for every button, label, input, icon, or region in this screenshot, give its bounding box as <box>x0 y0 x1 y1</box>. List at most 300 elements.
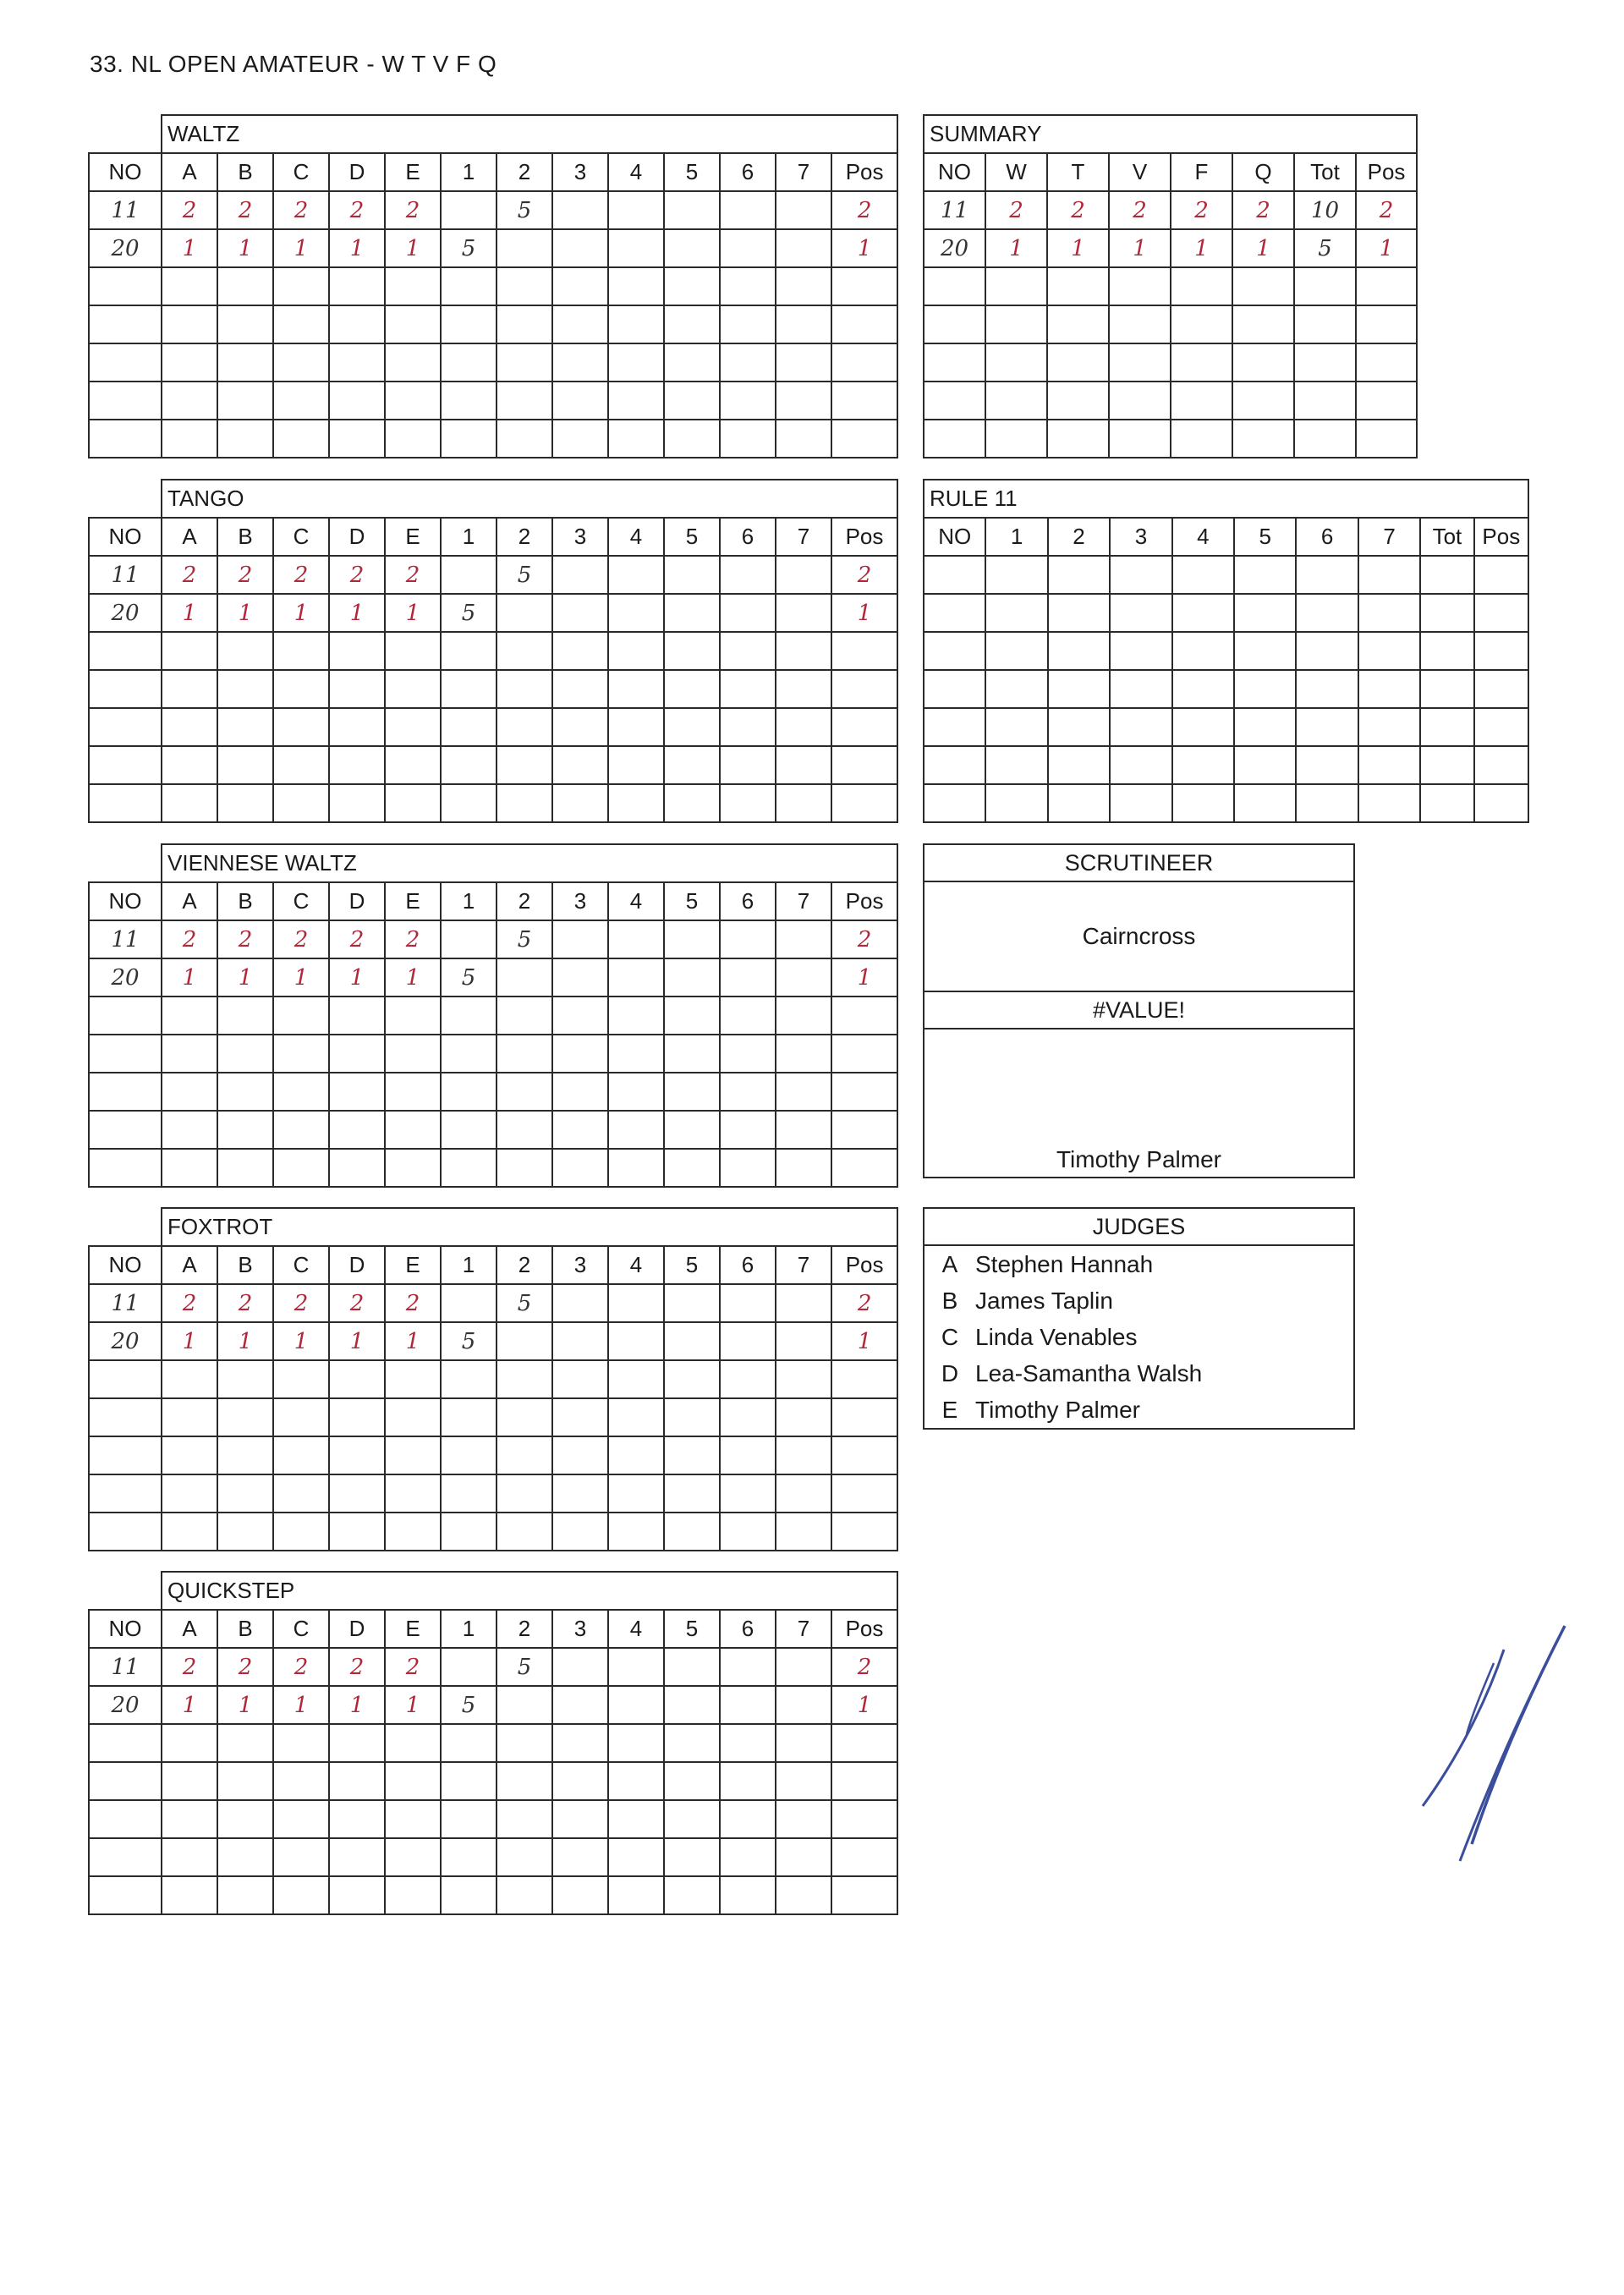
empty-cell <box>1110 746 1171 784</box>
column-header: 6 <box>720 1246 776 1284</box>
empty-cell <box>1109 305 1171 343</box>
empty-cell <box>441 1876 497 1914</box>
empty-cell <box>776 784 831 822</box>
mark-cell: 1 <box>385 958 441 997</box>
empty-cell <box>1047 305 1109 343</box>
summary-cell: 2 <box>985 191 1047 229</box>
mark-cell: 11 <box>89 1284 162 1322</box>
table-row <box>89 343 897 382</box>
empty-cell <box>217 1398 273 1436</box>
summary-cell: 10 <box>1294 191 1356 229</box>
empty-cell <box>385 305 441 343</box>
empty-cell <box>497 1035 552 1073</box>
empty-cell <box>608 784 664 822</box>
column-header: 7 <box>1358 518 1420 556</box>
column-header: 1 <box>985 518 1047 556</box>
empty-cell <box>1172 670 1234 708</box>
empty-cell <box>1172 632 1234 670</box>
summary-cell: 2 <box>1171 191 1232 229</box>
table-row <box>89 632 897 670</box>
empty-cell <box>776 1035 831 1073</box>
empty-cell <box>497 267 552 305</box>
empty-cell <box>162 1800 217 1838</box>
table-row <box>924 594 1528 632</box>
empty-cell <box>441 1800 497 1838</box>
mark-cell: 1 <box>831 1322 897 1360</box>
empty-cell <box>329 1876 385 1914</box>
empty-cell <box>1048 632 1110 670</box>
empty-cell <box>273 1800 329 1838</box>
mark-cell: 1 <box>217 1322 273 1360</box>
column-header: 4 <box>608 882 664 920</box>
empty-cell <box>497 1876 552 1914</box>
dance-table <box>88 114 898 458</box>
table-row <box>924 382 1417 420</box>
empty-cell <box>664 632 720 670</box>
empty-cell <box>720 1762 776 1800</box>
empty-cell <box>831 997 897 1035</box>
mark-cell: 2 <box>217 191 273 229</box>
empty-cell <box>162 343 217 382</box>
empty-cell <box>552 1035 608 1073</box>
corner-cell <box>89 1572 162 1610</box>
column-header: B <box>217 153 273 191</box>
empty-cell <box>329 1111 385 1149</box>
empty-cell <box>162 1724 217 1762</box>
empty-cell <box>441 1436 497 1474</box>
empty-cell <box>985 594 1047 632</box>
empty-cell <box>831 632 897 670</box>
column-header: 2 <box>497 153 552 191</box>
mark-cell: 20 <box>89 594 162 632</box>
empty-cell <box>1232 343 1294 382</box>
empty-cell <box>162 1149 217 1187</box>
empty-cell <box>985 343 1047 382</box>
table-row <box>89 1762 897 1800</box>
empty-cell <box>1048 670 1110 708</box>
column-header: C <box>273 153 329 191</box>
empty-cell <box>497 670 552 708</box>
empty-cell <box>1232 382 1294 420</box>
mark-cell: 11 <box>89 920 162 958</box>
column-header: 2 <box>1048 518 1110 556</box>
empty-cell <box>1172 594 1234 632</box>
mark-cell <box>608 229 664 267</box>
empty-cell <box>273 343 329 382</box>
column-header: 4 <box>608 518 664 556</box>
empty-cell <box>1358 632 1420 670</box>
mark-cell: 2 <box>162 556 217 594</box>
mark-cell: 11 <box>89 1648 162 1686</box>
column-header: 4 <box>1172 518 1234 556</box>
column-header: 3 <box>552 1246 608 1284</box>
empty-cell <box>273 1149 329 1187</box>
empty-cell <box>776 746 831 784</box>
empty-cell <box>1420 556 1473 594</box>
mark-cell: 2 <box>831 920 897 958</box>
empty-cell <box>385 670 441 708</box>
empty-cell <box>776 632 831 670</box>
empty-cell <box>776 997 831 1035</box>
empty-cell <box>720 420 776 458</box>
mark-cell: 1 <box>217 229 273 267</box>
empty-cell <box>608 632 664 670</box>
column-header: 2 <box>497 518 552 556</box>
mark-cell <box>441 1648 497 1686</box>
empty-cell <box>89 420 162 458</box>
mark-cell <box>608 594 664 632</box>
table-row <box>924 343 1417 382</box>
summary-cell: 2 <box>1109 191 1171 229</box>
mark-cell <box>608 958 664 997</box>
column-header: B <box>217 1610 273 1648</box>
empty-cell <box>776 420 831 458</box>
empty-cell <box>89 1474 162 1513</box>
empty-cell <box>1358 594 1420 632</box>
table-row <box>89 1724 897 1762</box>
table-row <box>89 708 897 746</box>
column-header: Pos <box>1356 153 1417 191</box>
mark-cell <box>664 191 720 229</box>
empty-cell <box>385 708 441 746</box>
column-header: 3 <box>1110 518 1171 556</box>
empty-cell <box>1358 784 1420 822</box>
empty-cell <box>776 1762 831 1800</box>
empty-cell <box>497 343 552 382</box>
empty-cell <box>831 1360 897 1398</box>
empty-cell <box>985 784 1047 822</box>
empty-cell <box>329 1474 385 1513</box>
mark-cell: 2 <box>273 556 329 594</box>
empty-cell <box>608 670 664 708</box>
empty-cell <box>608 267 664 305</box>
empty-cell <box>273 1436 329 1474</box>
mark-cell: 1 <box>329 1686 385 1724</box>
empty-cell <box>217 1838 273 1876</box>
empty-cell <box>776 343 831 382</box>
column-header: F <box>1171 153 1232 191</box>
empty-cell <box>720 997 776 1035</box>
empty-cell <box>831 1073 897 1111</box>
empty-cell <box>1294 382 1356 420</box>
empty-cell <box>273 305 329 343</box>
empty-cell <box>924 746 985 784</box>
empty-cell <box>329 1073 385 1111</box>
empty-cell <box>1171 267 1232 305</box>
empty-cell <box>273 997 329 1035</box>
mark-cell: 20 <box>89 958 162 997</box>
mark-cell: 2 <box>162 920 217 958</box>
column-header: 4 <box>608 1246 664 1284</box>
empty-cell <box>1110 670 1171 708</box>
empty-cell <box>385 1035 441 1073</box>
empty-cell <box>1474 594 1528 632</box>
summary-cell: 1 <box>1047 229 1109 267</box>
mark-cell <box>608 1322 664 1360</box>
empty-cell <box>217 632 273 670</box>
judge-letter: B <box>941 1287 958 1314</box>
column-header: D <box>329 1610 385 1648</box>
empty-cell <box>1420 746 1473 784</box>
empty-cell <box>1048 594 1110 632</box>
empty-cell <box>720 343 776 382</box>
empty-cell <box>1048 708 1110 746</box>
empty-cell <box>1474 746 1528 784</box>
empty-cell <box>329 382 385 420</box>
mark-cell: 5 <box>497 1648 552 1686</box>
empty-cell <box>1110 708 1171 746</box>
mark-cell: 1 <box>385 1322 441 1360</box>
empty-cell <box>497 632 552 670</box>
empty-cell <box>608 1474 664 1513</box>
mark-cell <box>776 1284 831 1322</box>
empty-cell <box>1048 556 1110 594</box>
empty-cell <box>1358 556 1420 594</box>
empty-cell <box>1232 267 1294 305</box>
empty-cell <box>720 1800 776 1838</box>
empty-cell <box>385 1876 441 1914</box>
empty-cell <box>329 1436 385 1474</box>
mark-cell <box>552 1322 608 1360</box>
mark-cell <box>720 1648 776 1686</box>
empty-cell <box>552 343 608 382</box>
empty-cell <box>385 1838 441 1876</box>
empty-cell <box>552 746 608 784</box>
empty-cell <box>385 1398 441 1436</box>
empty-cell <box>664 746 720 784</box>
empty-cell <box>1296 556 1358 594</box>
empty-cell <box>924 708 985 746</box>
empty-cell <box>1296 632 1358 670</box>
dance-table <box>88 1571 898 1915</box>
empty-cell <box>552 420 608 458</box>
empty-cell <box>441 382 497 420</box>
summary-cell: 5 <box>1294 229 1356 267</box>
empty-cell <box>1356 343 1417 382</box>
mark-cell: 1 <box>831 594 897 632</box>
empty-cell <box>273 1398 329 1436</box>
mark-cell <box>720 958 776 997</box>
empty-cell <box>608 1035 664 1073</box>
empty-cell <box>441 1398 497 1436</box>
column-header: 2 <box>497 1610 552 1648</box>
mark-cell <box>497 229 552 267</box>
mark-cell <box>608 556 664 594</box>
column-header: 1 <box>441 1246 497 1284</box>
empty-cell <box>273 420 329 458</box>
empty-cell <box>1047 420 1109 458</box>
empty-cell <box>329 1513 385 1551</box>
mark-cell: 2 <box>217 1284 273 1322</box>
empty-cell <box>217 1360 273 1398</box>
empty-cell <box>162 632 217 670</box>
empty-cell <box>608 708 664 746</box>
empty-cell <box>1234 784 1296 822</box>
mark-cell: 2 <box>273 920 329 958</box>
empty-cell <box>552 1474 608 1513</box>
empty-cell <box>329 1360 385 1398</box>
empty-cell <box>329 746 385 784</box>
empty-cell <box>329 1762 385 1800</box>
empty-cell <box>720 305 776 343</box>
empty-cell <box>162 708 217 746</box>
empty-cell <box>1420 784 1473 822</box>
mark-cell: 2 <box>831 1284 897 1322</box>
empty-cell <box>329 305 385 343</box>
mark-cell: 1 <box>273 594 329 632</box>
empty-cell <box>1232 420 1294 458</box>
empty-cell <box>329 670 385 708</box>
empty-cell <box>89 1838 162 1876</box>
mark-cell: 2 <box>385 556 441 594</box>
empty-cell <box>217 1513 273 1551</box>
empty-cell <box>441 1474 497 1513</box>
mark-cell: 5 <box>497 920 552 958</box>
mark-cell <box>720 920 776 958</box>
table-row <box>89 1398 897 1436</box>
column-header: Pos <box>831 882 897 920</box>
mark-cell: 2 <box>329 191 385 229</box>
empty-cell <box>552 305 608 343</box>
empty-cell <box>497 1073 552 1111</box>
empty-cell <box>924 382 985 420</box>
summary-cell: 2 <box>1232 191 1294 229</box>
empty-cell <box>441 784 497 822</box>
mark-cell: 2 <box>385 1648 441 1686</box>
empty-cell <box>664 1149 720 1187</box>
empty-cell <box>1356 267 1417 305</box>
empty-cell <box>329 1838 385 1876</box>
empty-cell <box>1234 632 1296 670</box>
column-header: V <box>1109 153 1171 191</box>
empty-cell <box>273 267 329 305</box>
empty-cell <box>1047 382 1109 420</box>
table-row <box>89 1284 897 1322</box>
judges-panel <box>923 1207 1355 1430</box>
empty-cell <box>664 1035 720 1073</box>
empty-cell <box>776 1111 831 1149</box>
empty-cell <box>162 305 217 343</box>
dance-title: TANGO <box>162 480 897 518</box>
empty-cell <box>217 1724 273 1762</box>
empty-cell <box>273 632 329 670</box>
empty-cell <box>162 382 217 420</box>
empty-cell <box>89 1398 162 1436</box>
empty-cell <box>1420 708 1473 746</box>
mark-cell <box>664 958 720 997</box>
empty-cell <box>1172 556 1234 594</box>
empty-cell <box>89 746 162 784</box>
empty-cell <box>608 746 664 784</box>
empty-cell <box>329 420 385 458</box>
table-row <box>924 305 1417 343</box>
empty-cell <box>776 1724 831 1762</box>
mark-cell: 1 <box>162 958 217 997</box>
empty-cell <box>552 1838 608 1876</box>
column-header: 3 <box>552 518 608 556</box>
empty-cell <box>162 1513 217 1551</box>
mark-cell <box>552 920 608 958</box>
mark-cell <box>552 229 608 267</box>
empty-cell <box>162 1876 217 1914</box>
table-row <box>89 1876 897 1914</box>
table-row <box>89 1838 897 1876</box>
mark-cell: 5 <box>441 1686 497 1724</box>
table-row <box>89 1149 897 1187</box>
column-header: W <box>985 153 1047 191</box>
empty-cell <box>162 1360 217 1398</box>
empty-cell <box>385 1360 441 1398</box>
mark-cell: 2 <box>273 1648 329 1686</box>
mark-cell: 1 <box>273 958 329 997</box>
mark-cell <box>552 958 608 997</box>
dance-title: FOXTROT <box>162 1208 897 1246</box>
empty-cell <box>831 670 897 708</box>
empty-cell <box>552 1111 608 1149</box>
empty-cell <box>441 343 497 382</box>
empty-cell <box>497 1111 552 1149</box>
empty-cell <box>329 997 385 1035</box>
mark-cell <box>664 594 720 632</box>
empty-cell <box>985 708 1047 746</box>
empty-cell <box>497 784 552 822</box>
empty-cell <box>720 1474 776 1513</box>
empty-cell <box>89 343 162 382</box>
mark-cell <box>720 191 776 229</box>
mark-cell <box>720 1322 776 1360</box>
empty-cell <box>217 420 273 458</box>
empty-cell <box>1294 343 1356 382</box>
empty-cell <box>1234 670 1296 708</box>
mark-cell <box>441 191 497 229</box>
table-row <box>924 191 1417 229</box>
empty-cell <box>89 267 162 305</box>
empty-cell <box>720 1149 776 1187</box>
empty-cell <box>497 1474 552 1513</box>
mark-cell <box>608 920 664 958</box>
empty-cell <box>273 1724 329 1762</box>
empty-cell <box>217 1111 273 1149</box>
mark-cell <box>664 556 720 594</box>
column-header: C <box>273 518 329 556</box>
column-header: B <box>217 518 273 556</box>
table-row <box>89 1648 897 1686</box>
empty-cell <box>497 382 552 420</box>
mark-cell: 1 <box>162 1686 217 1724</box>
empty-cell <box>497 1436 552 1474</box>
empty-cell <box>385 1111 441 1149</box>
summary-table <box>923 114 1418 458</box>
empty-cell <box>329 708 385 746</box>
judge-letter: E <box>941 1396 958 1423</box>
mark-cell <box>441 1284 497 1322</box>
mark-cell <box>552 1284 608 1322</box>
table-row <box>924 784 1528 822</box>
empty-cell <box>1110 594 1171 632</box>
empty-cell <box>720 267 776 305</box>
table-row <box>89 1073 897 1111</box>
table-row <box>89 556 897 594</box>
empty-cell <box>608 420 664 458</box>
empty-cell <box>664 1398 720 1436</box>
judge-name: Timothy Palmer <box>975 1396 1141 1423</box>
corner-cell <box>89 115 162 153</box>
empty-cell <box>497 1360 552 1398</box>
empty-cell <box>273 746 329 784</box>
empty-cell <box>664 784 720 822</box>
scrutineer-panel <box>923 843 1355 1178</box>
empty-cell <box>217 1876 273 1914</box>
